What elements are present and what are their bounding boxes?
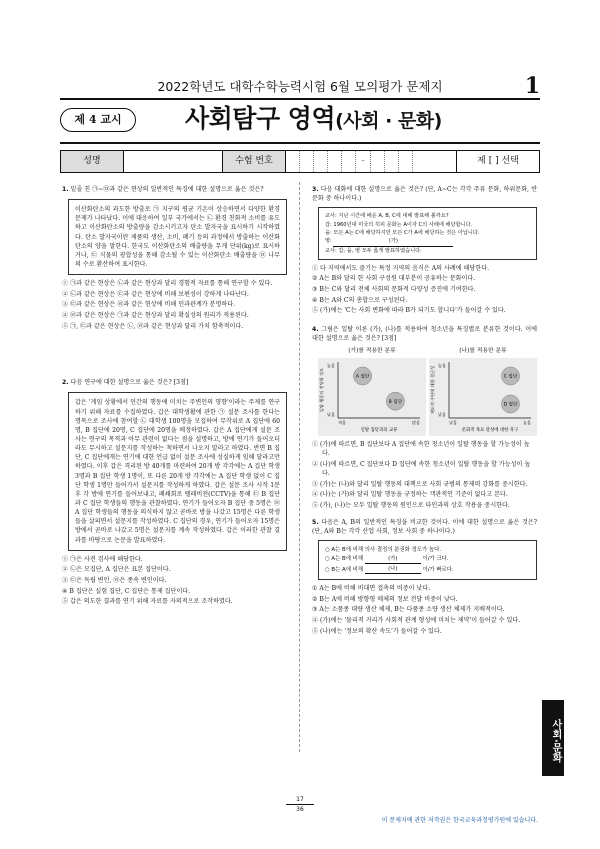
page-number: [286, 795, 314, 814]
page-number-total: 36: [296, 806, 304, 813]
subject-title: [185, 100, 442, 138]
question-5: [312, 518, 537, 536]
period-badge: 제 4 교시: [60, 108, 136, 132]
chart-na: [429, 347, 537, 436]
subject-side-tab: 사회·문화: [542, 700, 564, 776]
option-5[interactable]: ⑤ ㉠, ㉢과 같은 현상은 ㉡, ㉣과 같은 현상과 달리 가치 함축적이다.: [62, 322, 244, 330]
data-point-label: D 집단: [503, 402, 518, 408]
option-4[interactable]: ④ B 집단은 실험 집단, C 집단은 통제 집단이다.: [62, 587, 191, 595]
option-2[interactable]: ② (나)에 따르면, C 집단보다 D 집단에 속한 청소년이 일탈 행동을 할 가능성이 높다.: [312, 460, 531, 477]
question-2-stem: 다음 연구에 대한 설명으로 옳은 것은? [3점]: [70, 379, 189, 387]
option-1[interactable]: ① (가)에 따르면, B 집단보다 A 집단에 속한 청소년이 일탈 행동을 할 가능성이 높다.: [312, 441, 530, 458]
option-5[interactable]: ⑤ 갑은 의도한 결과를 연기 위해 자료를 자의적으로 조작하였다.: [62, 598, 233, 606]
chart-na-title: (나)를 적용한 분류: [459, 348, 507, 355]
x-tick-label: 낮음: [448, 420, 458, 426]
option-1[interactable]: ① ㉠과 같은 현상은 ㉡과 같은 현상과 달리 경험적 자료를 통해 연구할 수 있다.: [62, 280, 273, 288]
question-2-options: [62, 555, 287, 607]
y-tick-label: 높음: [326, 363, 335, 369]
subject-sub: (사회 · 문화): [335, 110, 442, 132]
data-point-label: B 집단: [388, 399, 403, 405]
option-3[interactable]: ③ ㉢과 같은 현상은 ㉣과 같은 현상에 비해 인과관계가 분명하다.: [62, 301, 236, 309]
option-4[interactable]: ④ (가)에는 '물리적 거리가 사회적 관계 형성에 미치는 제약'이 들어갈 수 있다.: [312, 617, 521, 625]
data-point-label: A 집단: [355, 374, 370, 380]
y-axis-label: 일탈 행동의 정당화 정도: [319, 367, 324, 413]
option-3[interactable]: ③ A는 소품종 대량 생산 체제, B는 다품종 소량 생산 체제가 지배적이다.: [312, 606, 505, 614]
option-3[interactable]: ③ B는 C와 달리 전체 사회의 문화적 다양성 증진에 기여한다.: [312, 286, 476, 294]
chart-ga-plot: [318, 358, 426, 436]
option-4[interactable]: ④ ㉣과 같은 현상은 ㉠과 같은 현상과 달리 확실성의 원리가 적용된다.: [62, 312, 249, 320]
question-1-stem: 밑줄 친 ㉠~㉤과 같은 현상의 일반적인 특징에 대한 설명으로 옳은 것은?: [70, 186, 264, 193]
option-4[interactable]: ④ B는 A와 C의 총합으로 구성된다.: [312, 296, 408, 304]
left-column: [62, 185, 287, 608]
statement-blank: (가): [365, 555, 421, 564]
statement-blank: (나): [365, 565, 421, 574]
x-tick-label: 높음: [522, 420, 532, 426]
question-5-number: 5.: [312, 518, 319, 526]
question-4: [312, 325, 537, 343]
option-3[interactable]: ③ ㉢은 독립 변인, ㉣은 종속 변인이다.: [62, 577, 167, 584]
option-5[interactable]: ⑤ (가)에는 'C는 사회 변화에 따라 B가 되기도 합니다'가 들어갈 수 있다.: [312, 307, 506, 315]
x-tick-label: 많음: [411, 420, 421, 426]
question-1-options: [62, 279, 287, 331]
option-4[interactable]: ④ (나)는 (가)와 달리 일탈 행동을 규정하는 객관적인 기준이 없다고 본다.: [312, 491, 508, 499]
y-axis-label: 제도적 수단에 대한 접근성: [430, 365, 435, 415]
choice-label: 제 [ ] 선택: [457, 151, 539, 172]
candidate-info-row: [60, 150, 540, 173]
option-2[interactable]: ② B는 A에 비해 방향형 매체의 정보 전달 비중이 낮다.: [312, 595, 458, 603]
number-dash: –: [356, 151, 371, 172]
statement-row: ○ A는 B에 비해 (가) 이/가 크다.: [325, 555, 449, 563]
question-3: [312, 185, 537, 203]
option-2[interactable]: ② A는 B와 달리 한 사회 구성원 대부분이 공유하는 문화이다.: [312, 275, 476, 283]
chart-background: [318, 358, 426, 436]
chart-na-plot: [429, 358, 537, 436]
page-label: 1: [524, 73, 540, 99]
y-tick-label: 낮음: [437, 412, 446, 418]
question-1-passage: 이산화탄소의 과도한 방출로 ㉠ 지구의 평균 기온이 상승하면서 다양한 환경 문제가 나타났다. 이에 대응하여 일부 국가에서는 ㉡ 환경 친화적 소비를 유도하고 이산화탄소의 방출량을 감소시키고자 탄소 발자국을 표시하기 시작하였다. 탄소 발자국이란 제품의 생산, 소비, 폐기 등의 과정에서 방출하는 이산화탄소의 양을 말한다. 한국도 이산화탄소의 배출량을 무게 단위(kg)로 표시하거나, ㉢ 식물의 광합성을 통해 감소될 수 있는 이산화탄소 배출량을 ㉣ 나무의 수로 환산하여 표시한다.: [68, 199, 287, 275]
question-5-statements: [318, 540, 537, 580]
question-3-number: 3.: [312, 186, 319, 193]
dialog-line: 을: 모든 A는 C에 해당하지만 모든 C가 A에 해당하는 것은 아닙니다.: [325, 229, 480, 236]
y-tick-label: 낮음: [326, 412, 335, 418]
question-3-dialog: [318, 207, 537, 260]
dialog-line: 병: (가): [325, 237, 530, 246]
name-label: 성명: [61, 151, 124, 172]
option-5[interactable]: ⑤ (나)에는 '정보의 확산 속도'가 들어갈 수 있다.: [312, 627, 442, 635]
x-tick-label: 적음: [337, 420, 347, 426]
option-1[interactable]: ① 다 지역에서도 즐기는 특정 지역의 음식은 A의 사례에 해당한다.: [312, 264, 490, 272]
dialog-line: 교사: 갑, 을, 병 모두 옳게 발표하였습니다.: [325, 247, 422, 254]
page-number-current: 17: [286, 795, 314, 805]
statement-row: ○ A는 B에 비해 의사 결정의 분권화 정도가 높다.: [325, 546, 442, 553]
copyright-notice: 이 문제지에 관한 저작권은 한국교육과정평가원에 있습니다.: [381, 817, 538, 824]
chart-background: [429, 358, 537, 436]
option-1[interactable]: ① ㉠은 사전 검사에 해당한다.: [62, 555, 143, 563]
question-5-stem: 다음은 A, B의 일반적인 특징을 비교한 것이다. 이에 대한 설명으로 옳은 것은? (단, A와 B는 각각 산업 사회, 정보 사회 중 하나이다.): [312, 518, 538, 535]
subject-main: 사회탐구 영역: [185, 104, 336, 133]
question-2-number: 2.: [62, 379, 69, 387]
column-separator: [299, 182, 300, 752]
question-4-charts: [318, 347, 537, 436]
option-3[interactable]: ③ (가)는 (나)와 달리 일탈 행동의 대책으로 사회 규범의 통제력 강화를 중시한다.: [312, 480, 528, 488]
option-2[interactable]: ② ㉡은 모집단, A 집단은 표본 집단이다.: [62, 566, 171, 574]
subject-rule: [60, 142, 540, 144]
y-tick-label: 높음: [437, 363, 446, 369]
option-5[interactable]: ⑤ (가), (나)는 모두 일탈 행동의 원인으로 타인과의 상호 작용을 중시한다.: [312, 501, 510, 509]
dialog-line: 교사: 지난 시간에 배운 A, B, C에 대해 발표해 볼까요?: [325, 213, 449, 220]
question-3-options: [312, 264, 537, 316]
dialog-line: 갑: 1960년대 미국의 히피 문화는 A이자 C의 사례에 해당합니다.: [325, 221, 473, 228]
option-1[interactable]: ① A는 B에 비해 비대면 접촉의 비중이 낮다.: [312, 585, 431, 593]
exam-title: 2022학년도 대학수학능력시험 6월 모의평가 문제지: [157, 79, 443, 94]
data-point-label: C 집단: [503, 374, 518, 380]
question-5-options: [312, 584, 537, 636]
question-2: [62, 378, 287, 387]
right-column: [312, 185, 537, 637]
question-4-options: [312, 440, 537, 510]
question-1-number: 1.: [62, 186, 69, 193]
x-axis-label: 일탈 집단과의 교류: [360, 428, 398, 434]
question-3-stem: 다음 대화에 대한 설명으로 옳은 것은? (단, A~C는 각각 주류 문화, 하위문화, 반문화 중 하나이다.): [312, 186, 537, 203]
statement-row: ○ B는 A에 비해 (나) 이/가 빠르다.: [325, 566, 454, 573]
x-axis-label: 문화적 목표 달성에 대한 욕구: [461, 428, 519, 434]
chart-ga: [318, 347, 426, 436]
option-2[interactable]: ② ㉡과 같은 현상은 ㉢과 같은 현상에 비해 보편성이 강하게 나타난다.: [62, 290, 249, 298]
question-1: [62, 185, 287, 194]
dialog-blank: (가): [333, 237, 453, 246]
chart-ga-title: (가)를 적용한 분류: [348, 348, 396, 355]
number-cells[interactable]: [286, 151, 457, 172]
question-2-passage: 갑은 '게임 상황에서 인간의 행동에 미치는 주변인의 영향'이라는 주제를 연구하기 위해 자료를 수집하였다. 갑은 대학생활에 관한 ㉠ 설문 조사를 한다는 명목으로 조사에 참여할 ㉡ 대학생 100명을 모집하여 무작위로 A 집단에 60명, B 집단에 20명, C 집단에 20명을 배정하였다. 갑은 A 집단에게 설문 조사는 연구의 목적과 아무 관련이 없다는 점을 설명하고, 방에 연기가 들어오더라도 무시하고 설문지를 작성하는 척하면서 나오지 말라고 하였다. 반면 B 집단, C 집단에게는 연기에 대한 언급 없이 설문 조사에 성실하게 임해 달라고만 하였다. 이후 갑은 격리된 방 40개를 마련하여 20개 방 각각에는 A 집단 학생 3명과 B 집단 학생 1명이, 또 다른 20개 방 각각에는 A 집단 학생 없이 C 집단 학생 1명만 들어가서 설문지를 작성하게 하였다. 갑은 설문 조사 시작 1분 후 각 방에 연기를 들어보내고, 폐쇄회로 텔레비전(CCTV)을 통해 ㉢ B 집단과 C 집단 학생들의 행동을 관찰하였다. 연기가 들어오자 B 집단 중 5명은 ㉣ A 집단 학생들의 행동을 의식하지 않고 곧바로 방을 나갔고 15명은 다른 학생들을 살피면서 설문지를 작성하였다. C 집단의 경우, 연기가 들어오자 15명은 방에서 곧바로 나갔고 5명은 설문지를 계속 작성하였다. 갑은 이러한 관찰 결과를 바탕으로 논문을 발표하였다.: [68, 392, 287, 550]
question-4-stem: 그림은 일탈 이론 (가), (나)를 적용하여 청소년을 특징별로 분류한 것이다. 이에 대한 설명으로 옳은 것은? [3점]: [312, 326, 537, 343]
question-4-number: 4.: [312, 326, 319, 334]
number-label: 수험 번호: [223, 151, 286, 172]
name-field[interactable]: [124, 151, 223, 172]
